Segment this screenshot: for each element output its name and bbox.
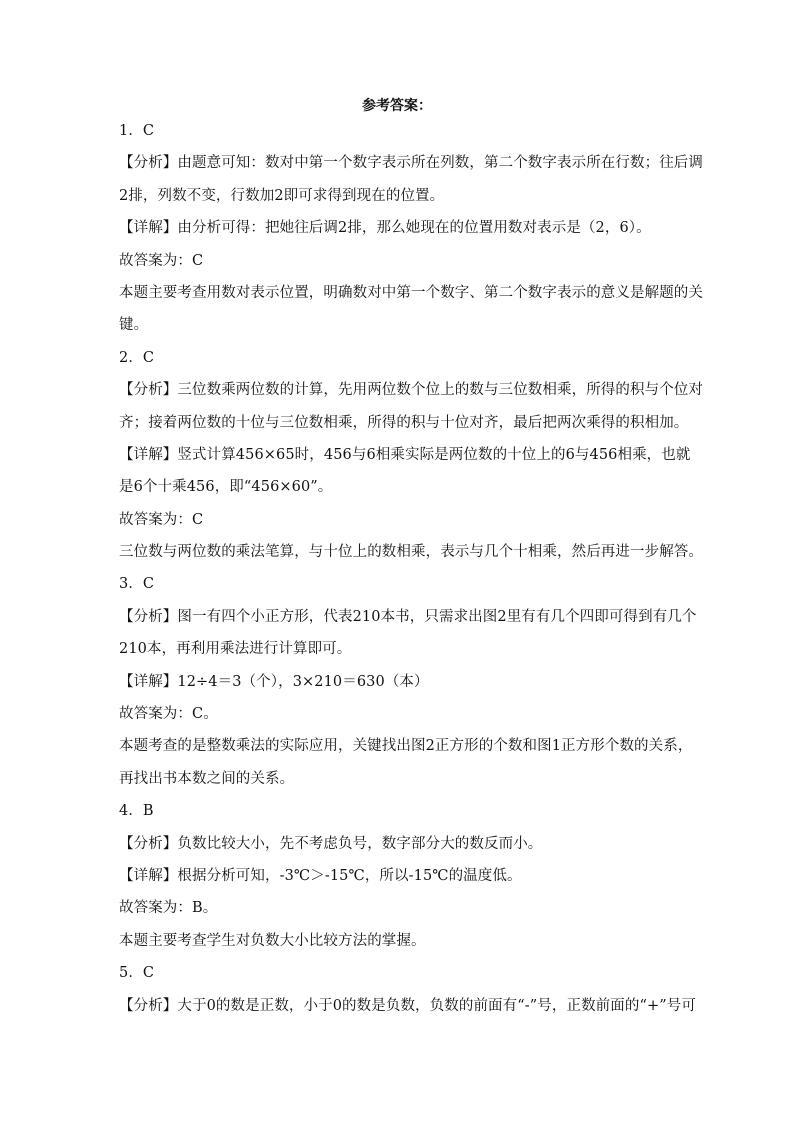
answer-1-analysis-line-2: 2排，列数不变，行数加2即可求得到现在的位置。 — [119, 187, 445, 204]
answer-3-number: 3．C — [119, 576, 155, 593]
answer-2-analysis-line-1: 【分析】三位数乘两位数的计算，先用两位数个位上的数与三位数相乘，所得的积与个位对 — [119, 382, 703, 399]
answer-1-detail: 【详解】由分析可得：把她往后调2排，那么她现在的位置用数对表示是（2，6）。 — [119, 220, 651, 237]
answer-3-analysis-line-1: 【分析】图一有四个小正方形，代表210本书，只需求出图2里有有几个四即可得到有几个 — [119, 608, 697, 625]
answer-4-analysis: 【分析】负数比较大小，先不考虑负号，数字部分大的数反而小。 — [119, 835, 543, 852]
answer-3-detail: 【详解】12÷4＝3（个），3×210＝630（本） — [119, 673, 429, 690]
answer-content — [119, 119, 703, 1026]
answer-1-number: 1．C — [119, 123, 155, 139]
answer-2-detail-line-1: 【详解】竖式计算456×65时，456与6相乘实际是两位数的十位上的6与456相乘，也就 — [119, 446, 691, 463]
answer-1-summary-line-1: 本题主要考查用数对表示位置，明确数对中第一个数字、第二个数字表示的意义是解题的关 — [119, 284, 703, 301]
answer-1-analysis-line-1: 【分析】由题意可知：数对中第一个数字表示所在列数，第二个数字表示所在行数；往后调 — [119, 155, 703, 172]
answer-4-number: 4．B — [119, 803, 154, 820]
page-title: 参考答案： — [362, 98, 432, 114]
answer-3-summary-line-2: 再找出书本数之间的关系。 — [119, 770, 295, 787]
answer-2-analysis-line-2: 齐；接着两位数的十位与三位数相乘，所得的积与十位对齐，最后把两次乘得的积相加。 — [119, 414, 689, 431]
answer-3-summary-line-1: 本题考查的是整数乘法的实际应用，关键找出图2正方形的个数和图1正方形个数的关系， — [119, 738, 693, 755]
answer-3-analysis-line-2: 210本，再利用乘法进行计算即可。 — [119, 641, 352, 658]
answer-2-detail-line-2: 是6个十乘456，即“456×60”。 — [119, 479, 333, 496]
answer-2-number: 2．C — [119, 349, 155, 366]
answer-5-analysis: 【分析】大于0的数是正数，小于0的数是负数，负数的前面有“-”号，正数前面的“+”号可 — [119, 997, 696, 1014]
answer-3-result: 故答案为：C。 — [119, 706, 218, 723]
answer-2-summary: 三位数与两位数的乘法笔算，与十位上的数相乘，表示与几个十相乘，然后再进一步解答。 — [119, 544, 703, 561]
answer-2-result: 故答案为：C — [119, 511, 204, 528]
answer-5-number: 5．C — [119, 965, 155, 982]
answer-1-result: 故答案为：C — [119, 252, 204, 269]
answer-4-summary: 本题主要考查学生对负数大小比较方法的掌握。 — [119, 932, 426, 949]
answer-4-detail: 【详解】根据分析可知，-3℃＞-15℃，所以-15℃的温度低。 — [119, 867, 522, 884]
answer-1-summary-line-2: 键。 — [119, 317, 149, 334]
answer-4-result: 故答案为：B。 — [119, 900, 218, 917]
